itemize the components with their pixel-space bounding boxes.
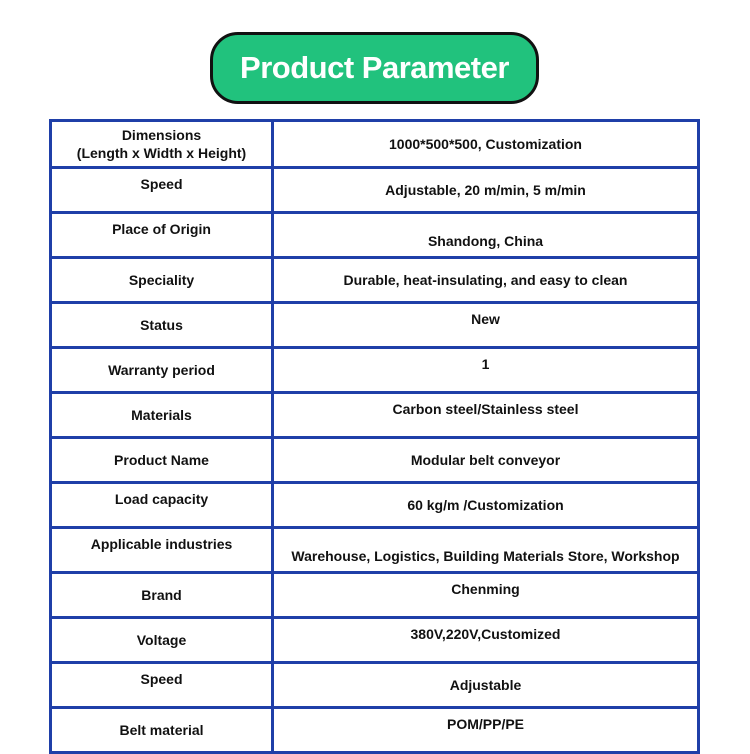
row-label-cell [51,708,273,753]
row-label-cell [51,348,273,393]
row-label-line2: (Length x Width x Height) [76,145,247,161]
row-label: Speciality [128,272,195,288]
row-value: Warehouse, Logistics, Building Materials Store, Workshop [291,548,680,564]
row-value-cell [273,121,699,168]
row-value: Shandong, China [427,233,544,249]
table-row [51,708,699,753]
page-title: Product Parameter [240,50,509,85]
row-value: 1000*500*500, Customization [389,136,582,152]
table-row [51,438,699,483]
table-row [51,393,699,438]
table-row [51,213,699,258]
table-row [51,168,699,213]
row-label: Place of Origin [112,221,211,237]
row-value-cell [273,483,699,528]
product-parameter-table [49,119,700,754]
table-row-dimensions [51,121,699,168]
row-label-cell [51,303,273,348]
row-label-cell [51,393,273,438]
table-row [51,303,699,348]
row-label-line1: Dimensions [121,127,202,143]
row-label: Materials [131,407,192,423]
row-label: Product Name [114,452,209,468]
row-label-cell [51,483,273,528]
row-value-cell [273,528,699,573]
row-label-cell [51,168,273,213]
row-label: Load capacity [114,491,209,507]
row-label-cell [51,258,273,303]
row-label: Warranty period [108,362,215,378]
table-row [51,618,699,663]
table-row [51,258,699,303]
row-value: Chenming [451,581,520,597]
table-row [51,573,699,618]
table-row [51,483,699,528]
row-value-cell [273,168,699,213]
row-value-cell [273,348,699,393]
table-row [51,663,699,708]
row-value: Modular belt conveyor [410,452,561,468]
table-row [51,528,699,573]
row-value: Adjustable [449,677,522,693]
row-label: Brand [141,587,182,603]
row-value: 1 [481,356,490,372]
row-label-cell [51,121,273,168]
row-label: Speed [140,671,183,687]
row-value: 60 kg/m /Customization [407,497,564,513]
row-label: Speed [140,176,183,192]
row-label-cell [51,213,273,258]
row-value: Durable, heat-insulating, and easy to clean [343,272,628,288]
row-label [58,126,265,162]
row-label-cell [51,663,273,708]
row-label: Applicable industries [90,536,233,552]
row-value-cell [273,438,699,483]
row-value: New [471,311,500,327]
title-banner [210,32,539,104]
row-value: 380V,220V,Customized [410,626,561,642]
row-label-cell [51,618,273,663]
row-value-cell [273,213,699,258]
row-value: Adjustable, 20 m/min, 5 m/min [385,182,586,198]
row-value-cell [273,663,699,708]
row-label: Belt material [119,722,204,738]
row-value-cell [273,618,699,663]
row-value-cell [273,708,699,753]
row-label: Voltage [136,632,187,648]
row-value-cell [273,573,699,618]
row-value: Carbon steel/Stainless steel [392,401,579,417]
row-label-cell [51,528,273,573]
row-value: POM/PP/PE [446,716,525,732]
row-label-cell [51,573,273,618]
row-value-cell [273,303,699,348]
row-value-cell [273,393,699,438]
row-value-cell [273,258,699,303]
row-label-cell [51,438,273,483]
row-label: Status [140,317,183,333]
table-row [51,348,699,393]
